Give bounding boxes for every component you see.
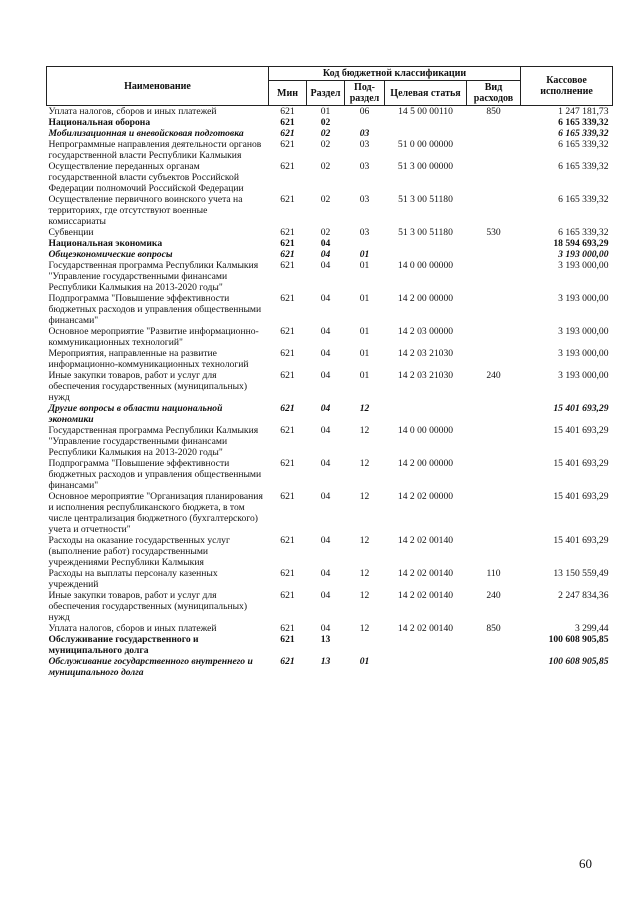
row-sum: 3 299,44 [574, 623, 609, 634]
row-vid [467, 161, 521, 194]
row-vid: 240 [486, 590, 501, 601]
table-row [47, 348, 613, 370]
table-row [47, 590, 613, 623]
row-vid [467, 634, 521, 656]
row-tselevaya [385, 238, 467, 249]
row-podrazdel: 01 [359, 348, 370, 359]
table-row [47, 458, 613, 491]
row-podrazdel: 01 [359, 656, 370, 667]
row-podrazdel: 01 [359, 249, 370, 260]
row-name: Государственная программа Республики Калмыкия "Управление государственными финансами Республики Калмыкия на 2013-2020 годы" [48, 260, 259, 293]
row-tselevaya [385, 634, 467, 656]
row-podrazdel: 01 [359, 293, 370, 304]
row-podrazdel: 03 [359, 194, 370, 205]
page-number: 60 [579, 856, 592, 871]
table-row [47, 403, 613, 425]
row-vid: 110 [486, 568, 501, 579]
table-body [47, 106, 613, 679]
row-name: Непрограммные направления деятельности органов государственной власти Республики Калмыкия [48, 139, 262, 161]
table-row [47, 106, 613, 118]
row-razdel: 04 [320, 568, 331, 579]
row-podrazdel [345, 634, 385, 656]
row-sum: 2 247 834,36 [558, 590, 609, 601]
row-tselevaya: 14 2 02 00140 [397, 623, 454, 634]
row-sum: 6 165 339,32 [558, 139, 609, 150]
row-name: Подпрограмма "Повышение эффективности бюджетных расходов и управления общественными финансами" [48, 458, 262, 491]
row-podrazdel: 03 [359, 139, 370, 150]
row-min: 621 [280, 370, 295, 381]
row-name: Мобилизационная и вневойсковая подготовка [48, 128, 244, 139]
row-name: Общеэкономические вопросы [48, 249, 173, 260]
row-sum: 15 401 693,29 [553, 491, 609, 502]
row-podrazdel: 12 [359, 590, 370, 601]
row-podrazdel: 01 [359, 370, 370, 381]
row-min: 621 [280, 238, 295, 249]
table-row [47, 425, 613, 458]
row-podrazdel: 03 [359, 227, 370, 238]
row-tselevaya: 14 2 03 21030 [397, 370, 454, 381]
row-min: 621 [280, 161, 295, 172]
row-podrazdel: 12 [359, 425, 370, 436]
table-row [47, 370, 613, 403]
row-name: Уплата налогов, сборов и иных платежей [48, 106, 217, 117]
row-sum: 15 401 693,29 [553, 535, 609, 546]
row-razdel: 04 [320, 249, 331, 260]
row-tselevaya: 14 5 00 00110 [398, 106, 453, 117]
row-name: Основное мероприятие "Развитие информационно-коммуникационных технологий" [48, 326, 259, 348]
row-vid [467, 117, 521, 128]
header-ispolnenie: Кассовое исполнение [521, 67, 613, 106]
row-sum: 3 193 000,00 [558, 326, 609, 337]
row-min: 621 [280, 458, 295, 469]
row-podrazdel: 12 [359, 535, 370, 546]
row-razdel: 04 [320, 623, 331, 634]
row-vid [467, 293, 521, 326]
row-razdel: 13 [320, 656, 331, 667]
row-razdel: 02 [320, 139, 331, 150]
row-name: Расходы на оказание государственных услуг (выполнение работ) государственными учреждениями Республики Калмыкия [48, 535, 230, 568]
row-vid: 240 [486, 370, 501, 381]
row-tselevaya [385, 117, 467, 128]
row-min: 621 [280, 623, 295, 634]
row-tselevaya: 51 0 00 00000 [397, 139, 454, 150]
row-podrazdel: 03 [359, 161, 370, 172]
row-name: Расходы на выплаты персоналу казенных учреждений [48, 568, 218, 590]
row-min: 621 [280, 568, 295, 579]
table-row [47, 656, 613, 678]
row-sum: 15 401 693,29 [553, 425, 609, 436]
row-min: 621 [280, 227, 295, 238]
table-row [47, 491, 613, 535]
row-tselevaya: 14 2 02 00140 [397, 590, 454, 601]
table-row [47, 260, 613, 293]
row-razdel: 04 [320, 348, 331, 359]
row-vid [467, 326, 521, 348]
row-tselevaya: 51 3 00 00000 [397, 161, 454, 172]
row-tselevaya: 51 3 00 51180 [398, 194, 453, 205]
row-sum: 3 193 000,00 [558, 370, 609, 381]
row-razdel: 04 [320, 458, 331, 469]
row-min: 621 [280, 656, 295, 667]
table-row [47, 238, 613, 249]
header-podrazdel: Под-раздел [345, 81, 385, 106]
table-row [47, 117, 613, 128]
header-tselevaya: Целевая статья [385, 81, 467, 106]
header-vid: Вид расходов [467, 81, 521, 106]
row-min: 621 [280, 128, 295, 139]
row-vid [467, 260, 521, 293]
row-sum: 3 193 000,00 [558, 293, 609, 304]
table-row [47, 128, 613, 139]
row-sum: 6 165 339,32 [558, 194, 609, 205]
row-razdel: 02 [320, 128, 331, 139]
row-min: 621 [280, 117, 295, 128]
row-min: 621 [280, 260, 295, 271]
row-tselevaya: 51 3 00 51180 [398, 227, 453, 238]
row-tselevaya: 14 0 00 00000 [397, 260, 454, 271]
row-podrazdel [345, 238, 385, 249]
table-row [47, 293, 613, 326]
row-razdel: 04 [320, 535, 331, 546]
row-sum: 15 401 693,29 [553, 458, 609, 469]
row-podrazdel: 12 [359, 458, 370, 469]
row-min: 621 [280, 491, 295, 502]
row-vid [467, 194, 521, 227]
table-row [47, 194, 613, 227]
row-podrazdel: 12 [359, 568, 370, 579]
row-razdel: 04 [320, 370, 331, 381]
row-name: Обслуживание государственного внутреннего и муниципального долга [48, 656, 253, 678]
row-vid [467, 128, 521, 139]
row-razdel: 04 [320, 260, 331, 271]
row-vid [467, 139, 521, 161]
row-sum: 13 150 559,49 [553, 568, 609, 579]
row-vid [467, 656, 521, 678]
row-vid: 850 [486, 106, 501, 117]
row-name: Иные закупки товаров, работ и услуг для обеспечения государственных (муниципальных) нужд [48, 370, 248, 403]
row-podrazdel: 12 [359, 623, 370, 634]
row-vid [467, 425, 521, 458]
row-sum: 6 165 339,32 [558, 117, 609, 128]
row-tselevaya: 14 2 03 21030 [397, 348, 454, 359]
row-sum: 3 193 000,00 [558, 348, 609, 359]
table-row [47, 249, 613, 260]
row-podrazdel: 03 [359, 128, 370, 139]
row-podrazdel: 01 [359, 326, 370, 337]
row-tselevaya [385, 249, 467, 260]
row-vid: 530 [486, 227, 501, 238]
row-vid [467, 348, 521, 370]
row-tselevaya: 14 2 00 00000 [397, 458, 454, 469]
row-sum: 6 165 339,32 [558, 227, 609, 238]
row-tselevaya: 14 2 02 00140 [397, 568, 454, 579]
row-name: Подпрограмма "Повышение эффективности бюджетных расходов и управления общественными финансами" [48, 293, 262, 326]
table-row [47, 535, 613, 568]
row-podrazdel: 12 [359, 491, 370, 502]
header-razdel: Раздел [307, 81, 345, 106]
table-row [47, 139, 613, 161]
row-sum: 100 608 905,85 [548, 634, 609, 645]
row-razdel: 04 [320, 590, 331, 601]
row-tselevaya: 14 0 00 00000 [397, 425, 454, 436]
row-razdel: 04 [320, 238, 331, 249]
row-name: Осуществление переданных органам государственной власти субъектов Российской Федерации полномочий Российской Федерации [48, 161, 244, 194]
row-razdel: 04 [320, 326, 331, 337]
row-name: Уплата налогов, сборов и иных платежей [48, 623, 217, 634]
row-podrazdel: 06 [359, 106, 370, 117]
row-name: Обслуживание государственного и муниципального долга [48, 634, 199, 656]
row-name: Основное мероприятие "Организация планирования и исполнения республиканского бюджета, в том числе централизация бюджетного (бухгалтерского) учета и отчетности" [48, 491, 263, 535]
row-name: Другие вопросы в области национальной экономики [48, 403, 223, 425]
row-sum: 6 165 339,32 [558, 128, 609, 139]
row-min: 621 [280, 106, 295, 117]
row-sum: 3 193 000,00 [558, 260, 609, 271]
row-name: Национальная оборона [48, 117, 151, 128]
row-tselevaya [385, 403, 467, 425]
row-vid [467, 491, 521, 535]
budget-table [46, 66, 613, 678]
row-razdel: 02 [320, 227, 331, 238]
row-vid [467, 458, 521, 491]
row-min: 621 [280, 634, 295, 645]
row-min: 621 [280, 139, 295, 150]
header-min: Мин [269, 81, 307, 106]
row-tselevaya: 14 2 02 00140 [397, 535, 454, 546]
row-name: Государственная программа Республики Калмыкия "Управление государственными финансами Республики Калмыкия на 2013-2020 годы" [48, 425, 259, 458]
row-razdel: 04 [320, 293, 331, 304]
table-row [47, 568, 613, 590]
row-podrazdel: 12 [359, 403, 370, 414]
row-min: 621 [280, 348, 295, 359]
row-tselevaya: 14 2 02 00000 [397, 491, 454, 502]
header-code-group: Код бюджетной классификации [269, 67, 521, 81]
row-min: 621 [280, 293, 295, 304]
table-row [47, 227, 613, 238]
row-razdel: 04 [320, 403, 331, 414]
row-razdel: 04 [320, 491, 331, 502]
table-row [47, 326, 613, 348]
row-razdel: 01 [320, 106, 331, 117]
table-row [47, 623, 613, 634]
row-sum: 18 594 693,29 [553, 238, 609, 249]
row-sum: 1 247 181,73 [558, 106, 609, 117]
row-vid [467, 535, 521, 568]
row-name: Иные закупки товаров, работ и услуг для обеспечения государственных (муниципальных) нужд [48, 590, 248, 623]
row-vid: 850 [486, 623, 501, 634]
budget-table-page [46, 66, 612, 678]
row-min: 621 [280, 194, 295, 205]
row-name: Осуществление первичного воинского учета на территориях, где отсутствуют военные комиссариаты [48, 194, 243, 227]
row-tselevaya [385, 128, 467, 139]
row-razdel: 13 [320, 634, 331, 645]
row-podrazdel: 01 [359, 260, 370, 271]
row-vid [467, 249, 521, 260]
row-tselevaya: 14 2 00 00000 [397, 293, 454, 304]
row-min: 621 [280, 403, 295, 414]
row-vid [467, 238, 521, 249]
row-min: 621 [280, 590, 295, 601]
row-sum: 6 165 339,32 [558, 161, 609, 172]
row-tselevaya: 14 2 03 00000 [397, 326, 454, 337]
row-name: Мероприятия, направленные на развитие информационно-коммуникационных технологий [48, 348, 249, 370]
row-razdel: 04 [320, 425, 331, 436]
row-sum: 100 608 905,85 [548, 656, 609, 667]
table-row [47, 634, 613, 656]
row-min: 621 [280, 326, 295, 337]
row-name: Субвенции [48, 227, 94, 238]
row-razdel: 02 [320, 117, 331, 128]
table-row [47, 161, 613, 194]
row-razdel: 02 [320, 194, 331, 205]
row-podrazdel [345, 117, 385, 128]
row-min: 621 [280, 535, 295, 546]
row-razdel: 02 [320, 161, 331, 172]
row-tselevaya [385, 656, 467, 678]
row-vid [467, 403, 521, 425]
header-name: Наименование [47, 67, 269, 106]
row-sum: 3 193 000,00 [558, 249, 609, 260]
row-min: 621 [280, 249, 295, 260]
row-name: Национальная экономика [48, 238, 163, 249]
row-min: 621 [280, 425, 295, 436]
row-sum: 15 401 693,29 [553, 403, 609, 414]
